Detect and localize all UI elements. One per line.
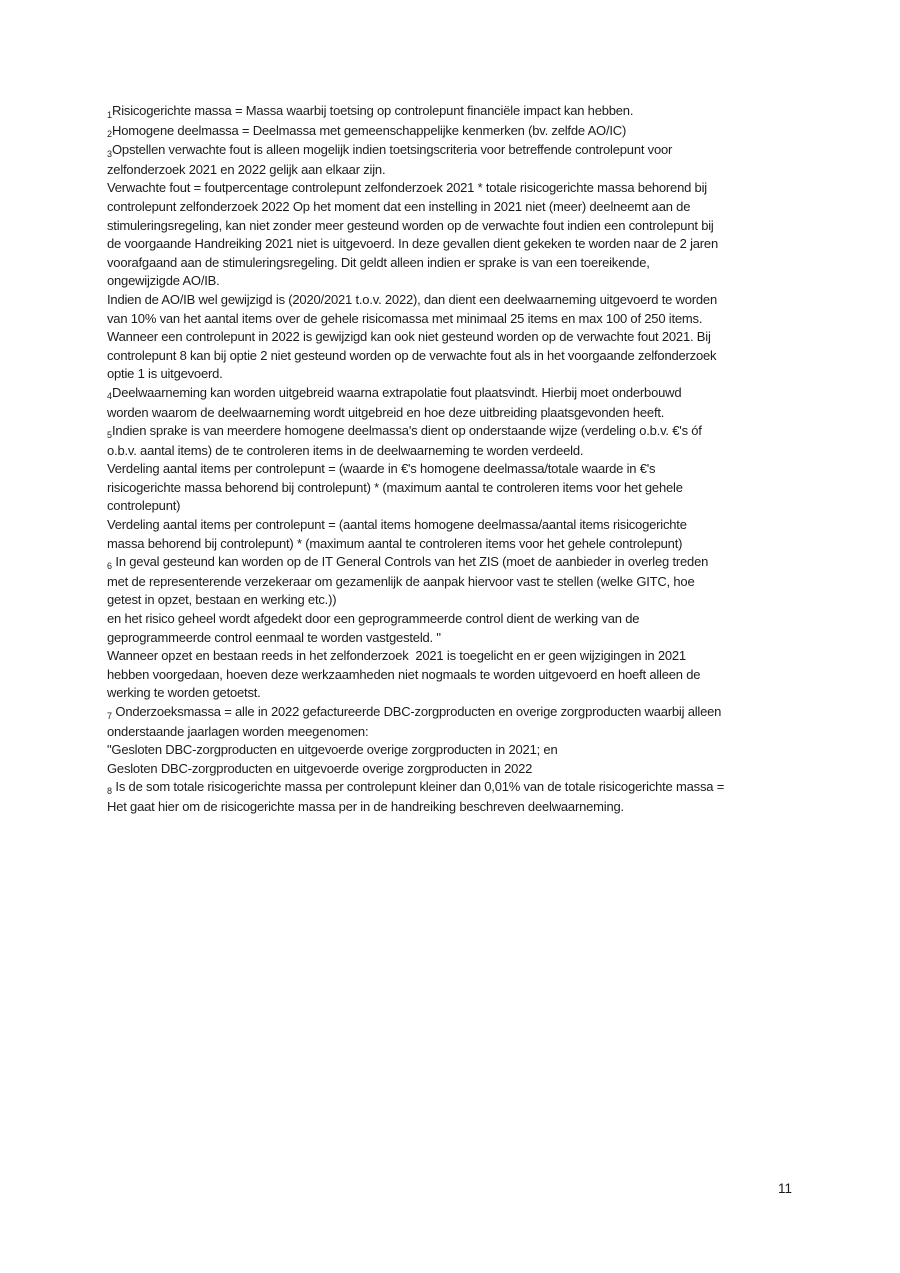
footnote-marker: 3 [107,148,113,159]
footnote-marker: 1 [107,109,113,120]
footnote-line: geprogrammeerde control eenmaal te worden vastgesteld. " [107,629,441,645]
footnote-line: 4Deelwaarneming kan worden uitgebreid waarna extrapolatie fout plaatsvindt. Hierbij moet onderbouwd [107,384,682,402]
footnote-line: 3Opstellen verwachte fout is alleen mogelijk indien toetsingscriteria voor betreffende controlepunt voor [107,142,673,159]
footnote-line: ongewijzigde AO/IB. [107,273,220,289]
footnote-line: de voorgaande Handreiking 2021 niet is uitgevoerd. In deze gevallen dient gekeken te worden naar de 2 jaren [107,236,718,252]
footnote-line: 8 Is de som totale risicogerichte massa per controlepunt kleiner dan 0,01% van de totale risicogerichte massa = [107,779,725,796]
footnote-marker: 5 [107,429,113,440]
footnote-line: voorafgaand aan de stimuleringsregeling. Dit geldt alleen indien er sprake is van een toereikende, [107,254,650,270]
footnote-line: 6 In geval gesteund kan worden op de IT General Controls van het ZIS (moet de aanbieder in overleg treden [107,554,709,571]
footnote-line: van 10% van het aantal items over de gehele risicomassa met minimaal 25 items en max 100 of 250 items. [107,310,703,326]
footnote-line: hebben voorgedaan, hoeven deze werkzaamheden niet nogmaals te worden uitgevoerd en hoeft alleen de [107,666,701,682]
footnote-line: 1Risicogerichte massa = Massa waarbij toetsing op controlepunt financiële impact kan hebben. [107,103,634,120]
footnote-line: Indien de AO/IB wel gewijzigd is (2020/2021 t.o.v. 2022), dan dient een deelwaarneming uitgevoerd te worden [107,291,717,307]
footnotes [107,102,803,817]
footnote-marker: 4 [107,391,113,402]
footnote-line: Verdeling aantal items per controlepunt = (waarde in €'s homogene deelmassa/totale waarde in €'s [107,461,656,477]
footnote-marker: 8 [107,785,113,796]
footnote-line: getest in opzet, bestaan en werking etc.)) [107,592,337,608]
footnote-line: optie 1 is uitgevoerd. [107,366,223,382]
footnote-line: controlepunt) [107,498,181,514]
footnote-line: zelfonderzoek 2021 en 2022 gelijk aan elkaar zijn. [107,161,386,177]
footnote-line: 5Indien sprake is van meerdere homogene deelmassa's dient op onderstaande wijze (verdeling o.b.v. €'s óf [107,423,702,440]
footnote-line: o.b.v. aantal items) de te controleren items in de deelwaarneming te worden verdeeld. [107,442,584,458]
footnote-line: stimuleringsregeling, kan niet zonder meer gesteund worden op de verwachte fout indien een controlepunt bij [107,217,714,233]
footnote-line: Wanneer opzet en bestaan reeds in het zelfonderzoek 2021 is toegelicht en er geen wijzigingen in 2021 [107,648,686,664]
footnote-line: werking te worden getoetst. [107,685,261,701]
footnote-line: onderstaande jaarlagen worden meegenomen: [107,723,369,739]
footnote-line: controlepunt zelfonderzoek 2022 Op het moment dat een instelling in 2021 niet (meer) deelneemt aan de [107,198,691,214]
footnote-line: Verwachte fout = foutpercentage controlepunt zelfonderzoek 2021 * totale risicogerichte massa behorend bij [107,180,707,196]
footnote-line: en het risico geheel wordt afgedekt door een geprogrammeerde control dient de werking van de [107,611,640,627]
footnote-line: Gesloten DBC-zorgproducten en uitgevoerde overige zorgproducten in 2022 [107,760,533,776]
footnote-line: Verdeling aantal items per controlepunt = (aantal items homogene deelmassa/aantal items risicogerichte [107,517,687,533]
footnote-line: 7 Onderzoeksmassa = alle in 2022 gefactureerde DBC-zorgproducten en overige zorgproducten waarbij alleen [107,704,722,721]
footnote-line: "Gesloten DBC-zorgproducten en uitgevoerde overige zorgproducten in 2021; en [107,742,558,758]
footnote-line: controlepunt 8 kan bij optie 2 niet gesteund worden op de verwachte fout als in het voorgaande zelfonderzoek [107,347,717,363]
footnote-marker: 6 [107,560,113,571]
footnote-line: risicogerichte massa behorend bij controlepunt) * (maximum aantal te controleren items voor het gehele [107,479,683,495]
footnote-line: worden waarom de deelwaarneming wordt uitgebreid en hoe deze uitbreiding plaatsgevonden heeft. [107,404,665,420]
footnote-line: Het gaat hier om de risicogerichte massa per in de handreiking beschreven deelwaarneming. [107,798,624,814]
footnote-marker: 2 [107,129,113,140]
page-number: 11 [777,1181,792,1196]
footnote-line: massa behorend bij controlepunt) * (maximum aantal te controleren items voor het gehele controlepunt) [107,535,683,551]
footnote-marker: 7 [107,710,113,721]
footnote-line: 2Homogene deelmassa = Deelmassa met gemeenschappelijke kenmerken (bv. zelfde AO/IC) [107,122,627,140]
footnote-line: Wanneer een controlepunt in 2022 is gewijzigd kan ook niet gesteund worden op de verwachte fout 2021. Bij [107,329,711,345]
footnote-line: met de representerende verzekeraar om gezamenlijk de aanpak hiervoor vast te stellen (welke GITC, hoe [107,573,695,589]
